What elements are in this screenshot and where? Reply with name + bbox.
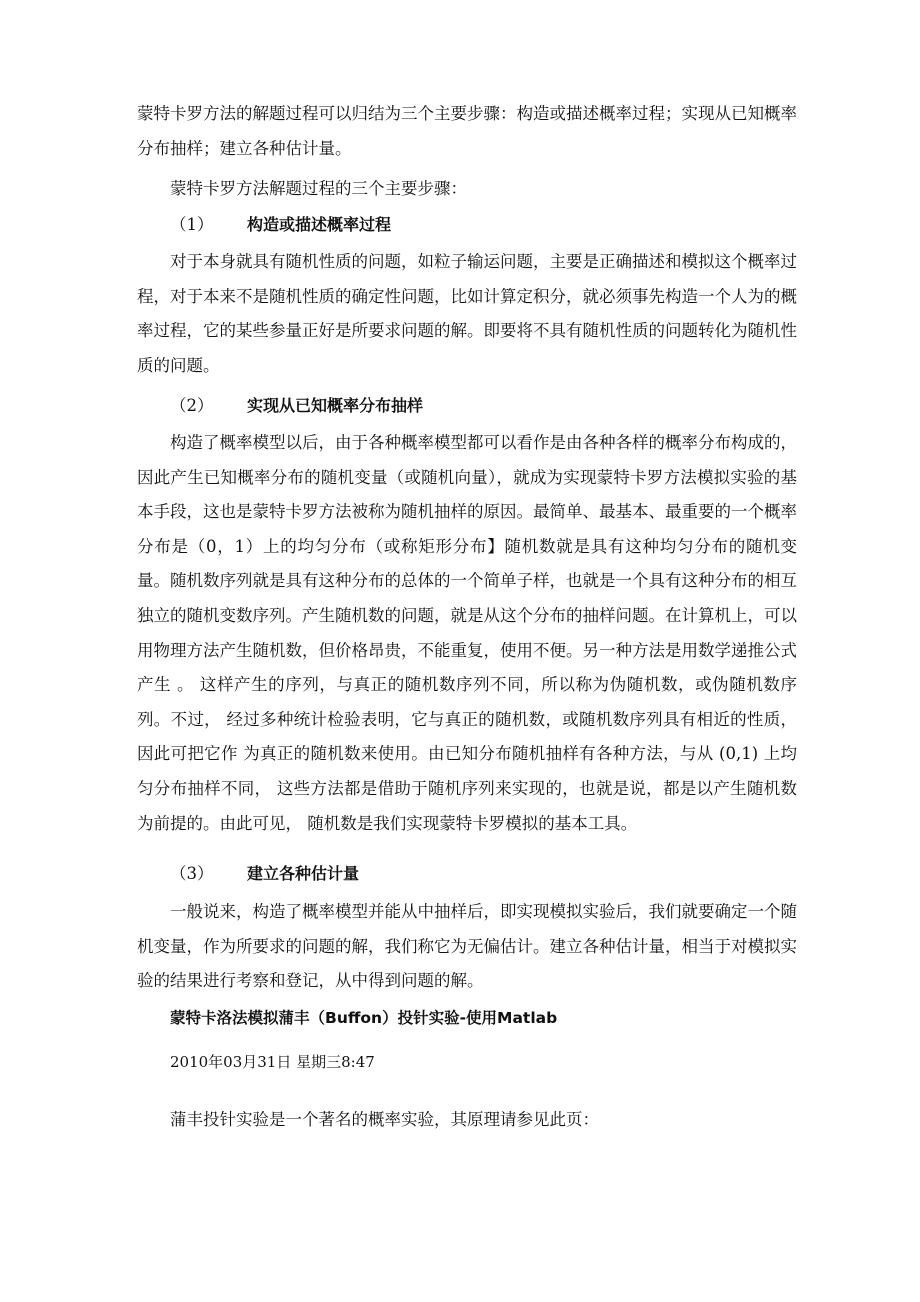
section-3-number: （3） (170, 864, 214, 883)
section-1-heading (170, 212, 391, 238)
section-1-number: （1） (170, 215, 214, 234)
section-1-body: 对于本身就具有随机性质的问题，如粒子输运问题，主要是正确描述和模拟这个概率过程，对于本来不是随机性质的确定性问题，比如计算定积分，就必须事先构造一个人为的概率过程，它的某些参量正好是所要求问题的解。即要将不具有随机性质的问题转化为随机性质的问题。 (137, 252, 797, 375)
section-2-number: （2） (170, 396, 214, 415)
intro-summary-paragraph: 蒙特卡罗方法的解题过程可以归结为三个主要步骤：构造或描述概率过程；实现从已知概率分布抽样；建立各种估计量。 (137, 104, 797, 158)
section-3-title: 建立各种估计量 (247, 864, 360, 883)
section-3-heading (170, 861, 359, 887)
article-lead-line: 蒲丰投针实验是一个著名的概率实验，其原理请参见此页： (170, 1110, 599, 1129)
section-2-heading (170, 393, 423, 419)
section-1-title: 构造或描述概率过程 (247, 215, 392, 234)
steps-lead-line: 蒙特卡罗方法解题过程的三个主要步骤： (170, 179, 467, 198)
section-2-body: 构造了概率模型以后，由于各种概率模型都可以看作是由各种各样的概率分布构成的，因此产生已知概率分布的随机变量（或随机向量），就成为实现蒙特卡罗方法模拟实验的基本手段，这也是蒙特卡罗方法被称为随机抽样的原因。最简单、最基本、最重要的一个概率分布是（0，1）上的均匀分布（或称矩形分布】随机数就是具有这种均匀分布的随机变量。随机数序列就是具有这种分布的总体的一个简单子样，也就是一个具有这种分布的相互独立的随机变数序列。产生随机数的问题，就是从这个分布的抽样问题。在计算机上，可以用物理方法产生随机数，但价格昂贵，不能重复，使用不便。另一种方法是用数学递推公式产生 。 这样产生的序列，与真正的随机数序列不同，所以称为伪随机数，或伪随机数序列。不过， 经过多种统计检验表明，它与真正的随机数，或随机数序列具有相近的性质，因此可把它作 为真正的随机数来使用。由已知分布随机抽样有各种方法，与从 (0,1) 上均匀分布抽样不同， 这些方法都是借助于随机序列来实现的，也就是说，都是以产生随机数为前提的。由此可见， 随机数是我们实现蒙特卡罗模拟的基本工具。 (137, 433, 797, 833)
section-3-body: 一般说来，构造了概率模型并能从中抽样后，即实现模拟实验后，我们就要确定一个随机变量，作为所要求的问题的解，我们称它为无偏估计。建立各种估计量，相当于对模拟实验的结果进行考察和登记，从中得到问题的解。 (137, 902, 797, 991)
article-date: 2010年03月31日 星期三8:47 (170, 1053, 375, 1071)
section-2-title: 实现从已知概率分布抽样 (247, 396, 424, 415)
article-title: 蒙特卡洛法模拟蒲丰（Buffon）投针实验-使用Matlab (170, 1009, 558, 1027)
